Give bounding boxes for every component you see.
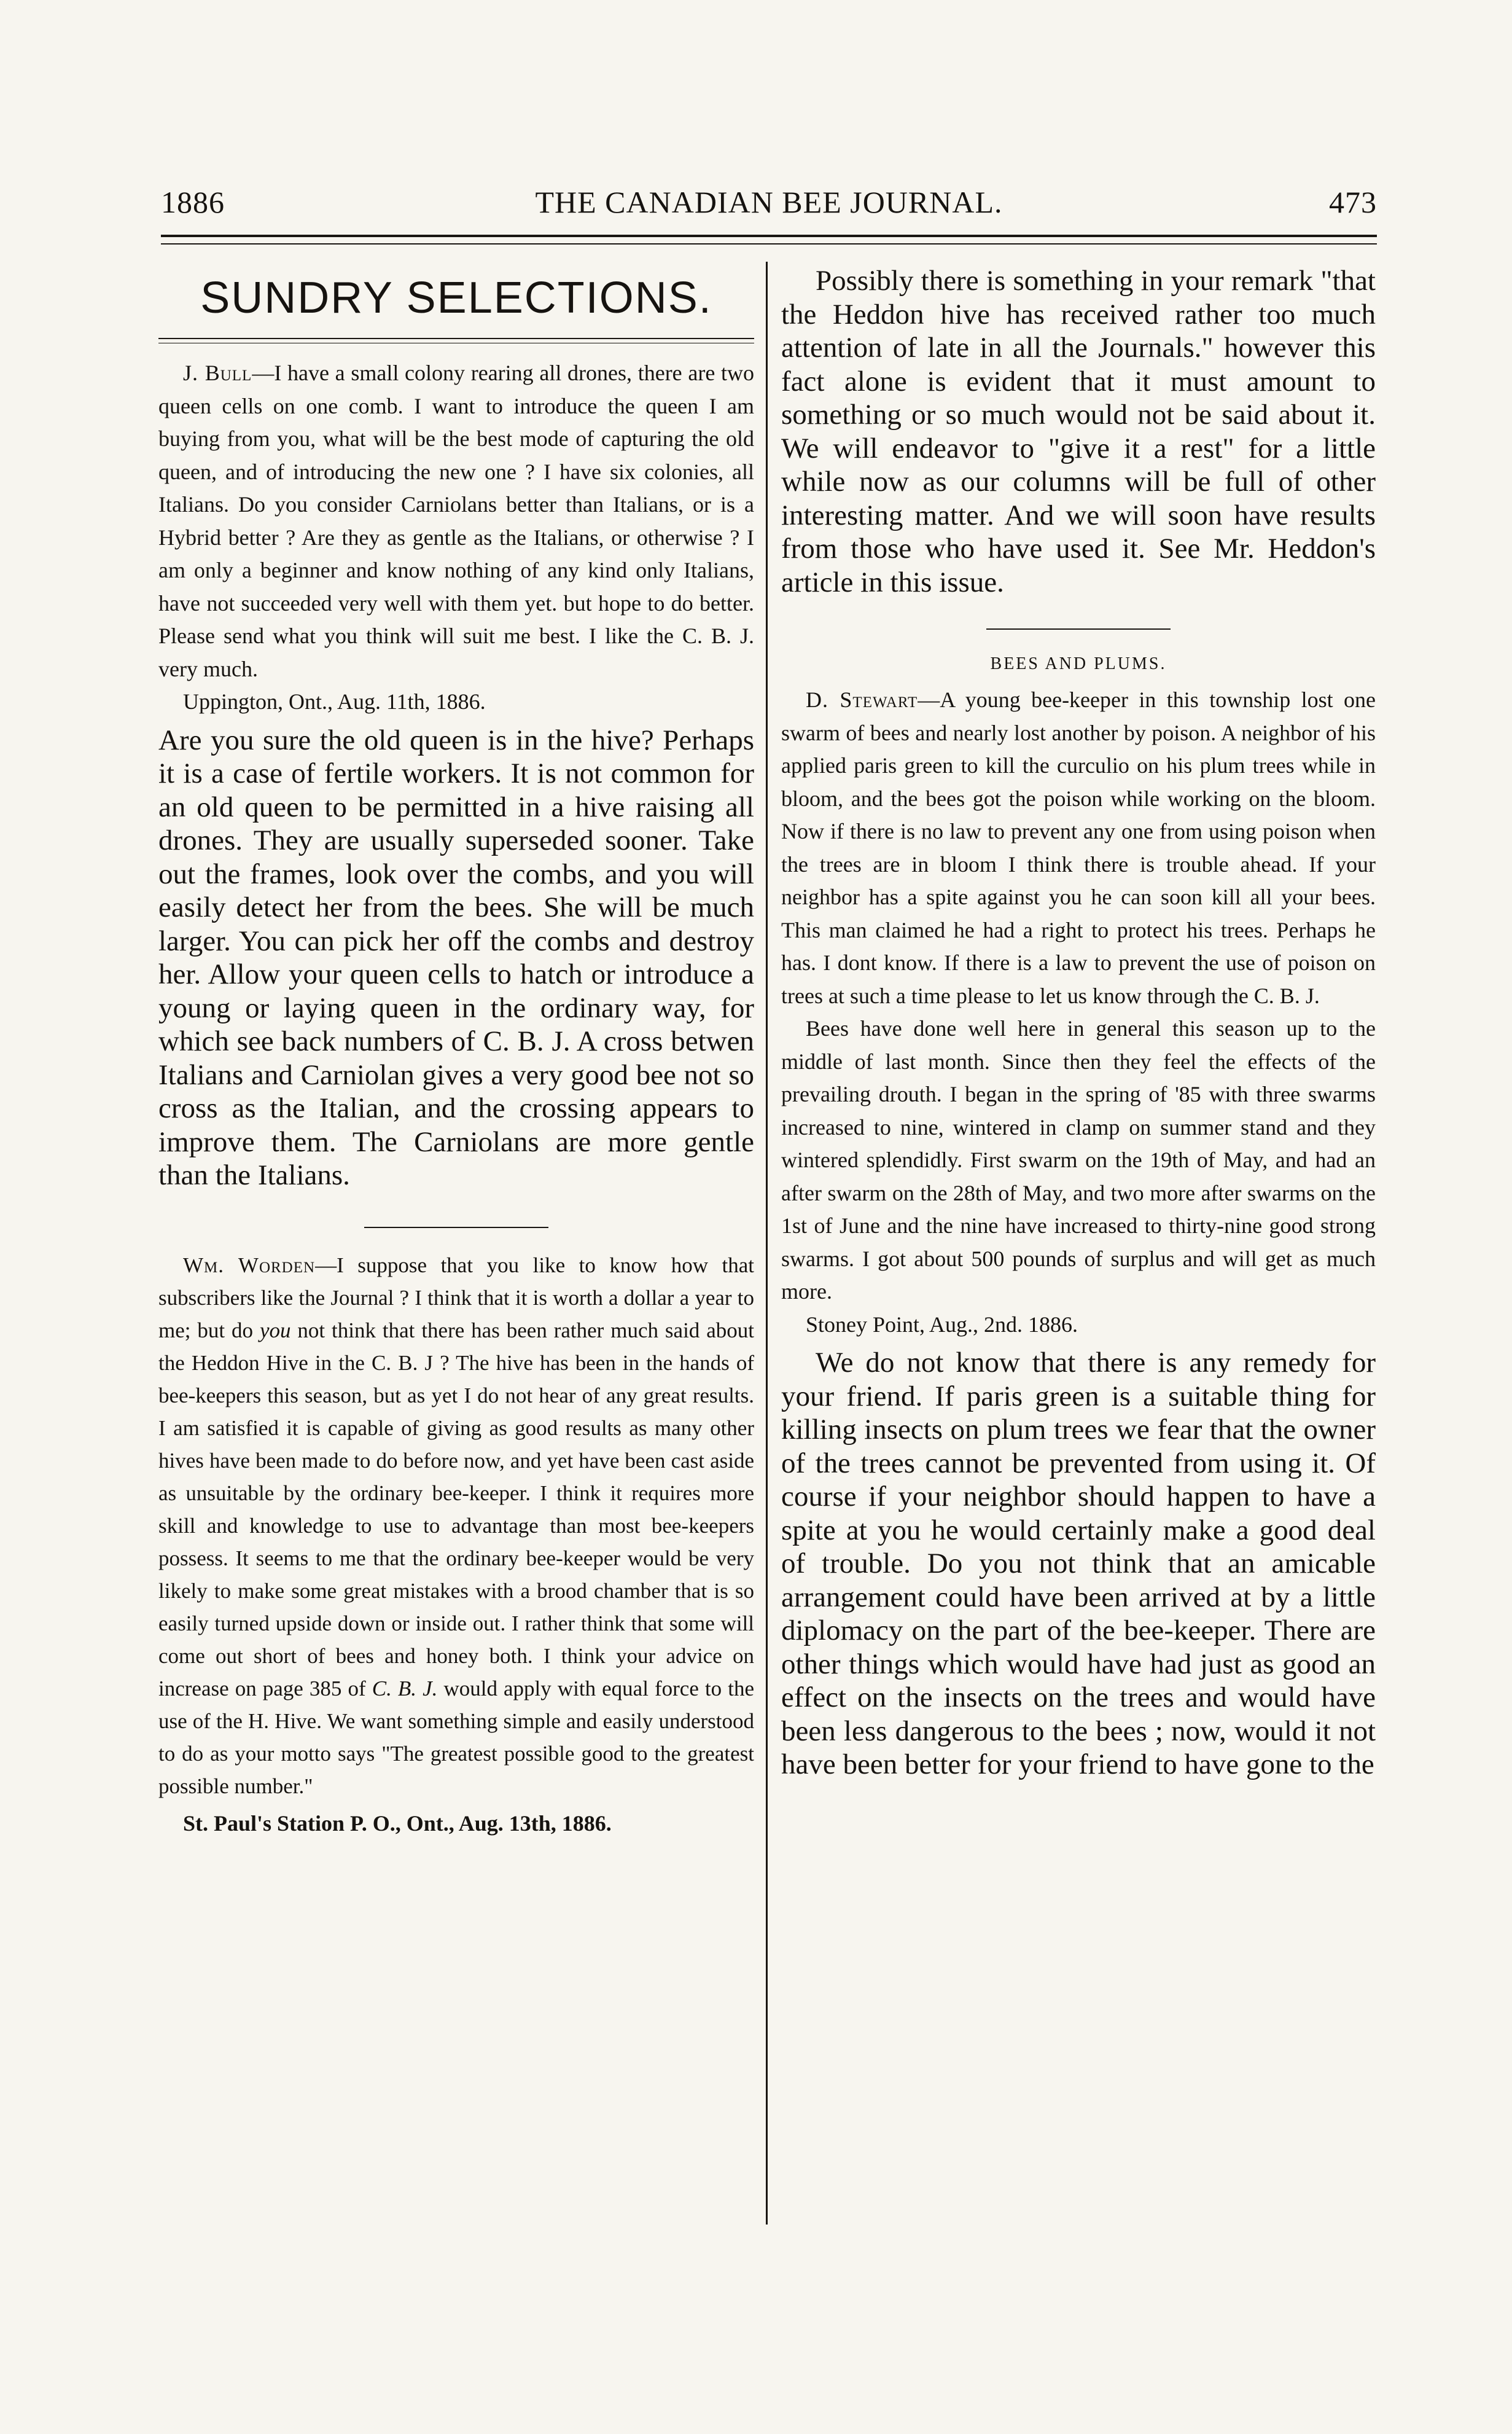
letter-dateline: Stoney Point, Aug., 2nd. 1886.	[806, 1312, 1078, 1337]
letter-dateline: St. Paul's Station P. O., Ont., Aug. 13th, 1886.	[183, 1810, 612, 1836]
letter-worden	[158, 1249, 754, 1802]
column-divider	[766, 262, 768, 2225]
letter-bull	[158, 357, 754, 686]
letter-text: would apply with equal force to the use of the H. Hive. We want something simple and easily understood to do as your motto says "The greatest possible good to the greatest possible number."	[158, 1676, 754, 1798]
separator-rule	[986, 628, 1171, 630]
journal-title: THE CANADIAN BEE JOURNAL.	[535, 185, 1003, 219]
letter-emphasis: C. B. J.	[372, 1676, 438, 1700]
subsection-heading: BEES AND PLUMS.	[990, 654, 1167, 673]
letter-dateline: Uppington, Ont., Aug. 11th, 1886.	[183, 689, 486, 714]
header-rule-thick	[161, 235, 1377, 237]
letter-text: —A young bee-keeper in this township lost one swarm of bees and nearly lost another by poison. A neighbor of his applied paris green to kill the curculio on his plum trees while in bloom, and the bees got the poison while working on the bloom. Now if there is no law to prevent any one from using poison when the trees are in bloom I think there is trouble ahead. If your neighbor has a spite against you he can soon kill all your bees. This man claimed he had a right to protect his trees. Perhaps he has. I dont know. If there is a law to prevent the use of poison on trees at such a time please to let us know through the C. B. J.	[781, 687, 1376, 1008]
letter-stewart	[781, 684, 1376, 1012]
editor-reply: Possibly there is something in your remark "that the Heddon hive has received rather too much attention of late in all the Journals." however this fact alone is evident that it must amount to something or so much would not be said about it. We will endeavor to "give it a rest" for a little while now as our columns will be full of other interesting matter. And we will soon have results from those who have used it. See Mr. Heddon's article in this issue.	[781, 265, 1376, 598]
letter-text: —I have a small colony rearing all drones, there are two queen cells on one comb. I want to introduce the queen I am buying from you, what will be the best mode of capturing the old queen, and of introducing the new one ? I have six colonies, all Italians. Do you consider Carniolans better than Italians, or is a Hybrid better ? Are they as gentle as the Italians, or otherwise ? I am only a beginner and know nothing of any kind only Italians, have not succeeded very well with them yet. but hope to do better. Please send what you think will suit me best. I like the C. B. J. very much.	[158, 361, 755, 681]
running-header	[161, 184, 1377, 227]
header-rule-thin	[161, 243, 1377, 245]
separator-rule	[364, 1227, 548, 1228]
letter-author: Wm. Worden	[183, 1253, 316, 1277]
letter-emphasis: you	[259, 1318, 291, 1342]
section-title: SUNDRY SELECTIONS.	[200, 273, 712, 323]
letter-author: J. Bull	[183, 361, 252, 385]
editor-reply: We do not know that there is any remedy for your friend. If paris green is a suitable thing for killing insects on plum trees we fear that the owner of the trees cannot be prevented from using it. Of course if your neighbor should happen to have a spite at you he would certainly make a good deal of trouble. Do you not think that an amicable arrangement could have been arrived at by a little diplomacy on the part of the bee-keeper. There are other things which would have had just as good an effect on the insects on the trees and would have been less dangerous to the bees ; now, would it not have been better for your friend to have gone to the	[781, 1347, 1376, 1780]
section-rule	[158, 338, 754, 339]
letter-text: not think that there has been rather much said about the Heddon Hive in the C. B. J ? The hive has been in the hands of bee-keepers this season, but as yet I do not hear of any great results. I am satisfied it is capable of giving as good results as many other hives have been made to do before now, and yet have been cast aside as unsuitable by the ordinary bee-keeper. I think it requires more skill and knowledge to use to advantage than most bee-keepers possess. It seems to me that the ordinary bee-keeper would be very likely to make some great mistakes with a brood chamber that is so easily turned upside down or inside out. I rather think that some will come out short of bees and honey both. I think your advice on increase on page 385 of	[158, 1318, 754, 1700]
left-column	[158, 264, 754, 1840]
page-number: 473	[1329, 185, 1377, 219]
header-year: 1886	[161, 185, 225, 219]
letter-stewart-continued: Bees have done well here in general this season up to the middle of last month. Since then they feel the effects of the prevailing drouth. I began in the spring of '85 with three swarms increased to nine, wintered in clamp on summer stand and they wintered splendidly. First swarm on the 19th of May, and had an after swarm on the 28th of May, and two more after swarms on the 1st of June and the nine have increased to thirty-nine good strong swarms. I got about 500 pounds of surplus and will get as much more.	[781, 1016, 1376, 1304]
letter-text: —I suppose that you like to know how that subscribers like the Journal ? I think that it is worth a dollar a year to me; but do	[158, 1253, 754, 1342]
editor-reply: Are you sure the old queen is in the hive? Perhaps it is a case of fertile workers. It is not common for an old queen to be permitted in a hive raising all drones. They are usually superseded sooner. Take out the frames, look over the combs, and you will easily detect her from the bees. She will be much larger. You can pick her off the combs and destroy her. Allow your queen cells to hatch or introduce a young or laying queen in the ordinary way, for which see back numbers of C. B. J. A cross betwen Italians and Carniolan gives a very good bee not so cross as the Italian, and the crossing appears to improve them. The Carniolans are more gentle than the Italians.	[158, 724, 754, 1191]
letter-author: D. Stewart	[806, 687, 918, 712]
right-column	[781, 264, 1376, 1782]
